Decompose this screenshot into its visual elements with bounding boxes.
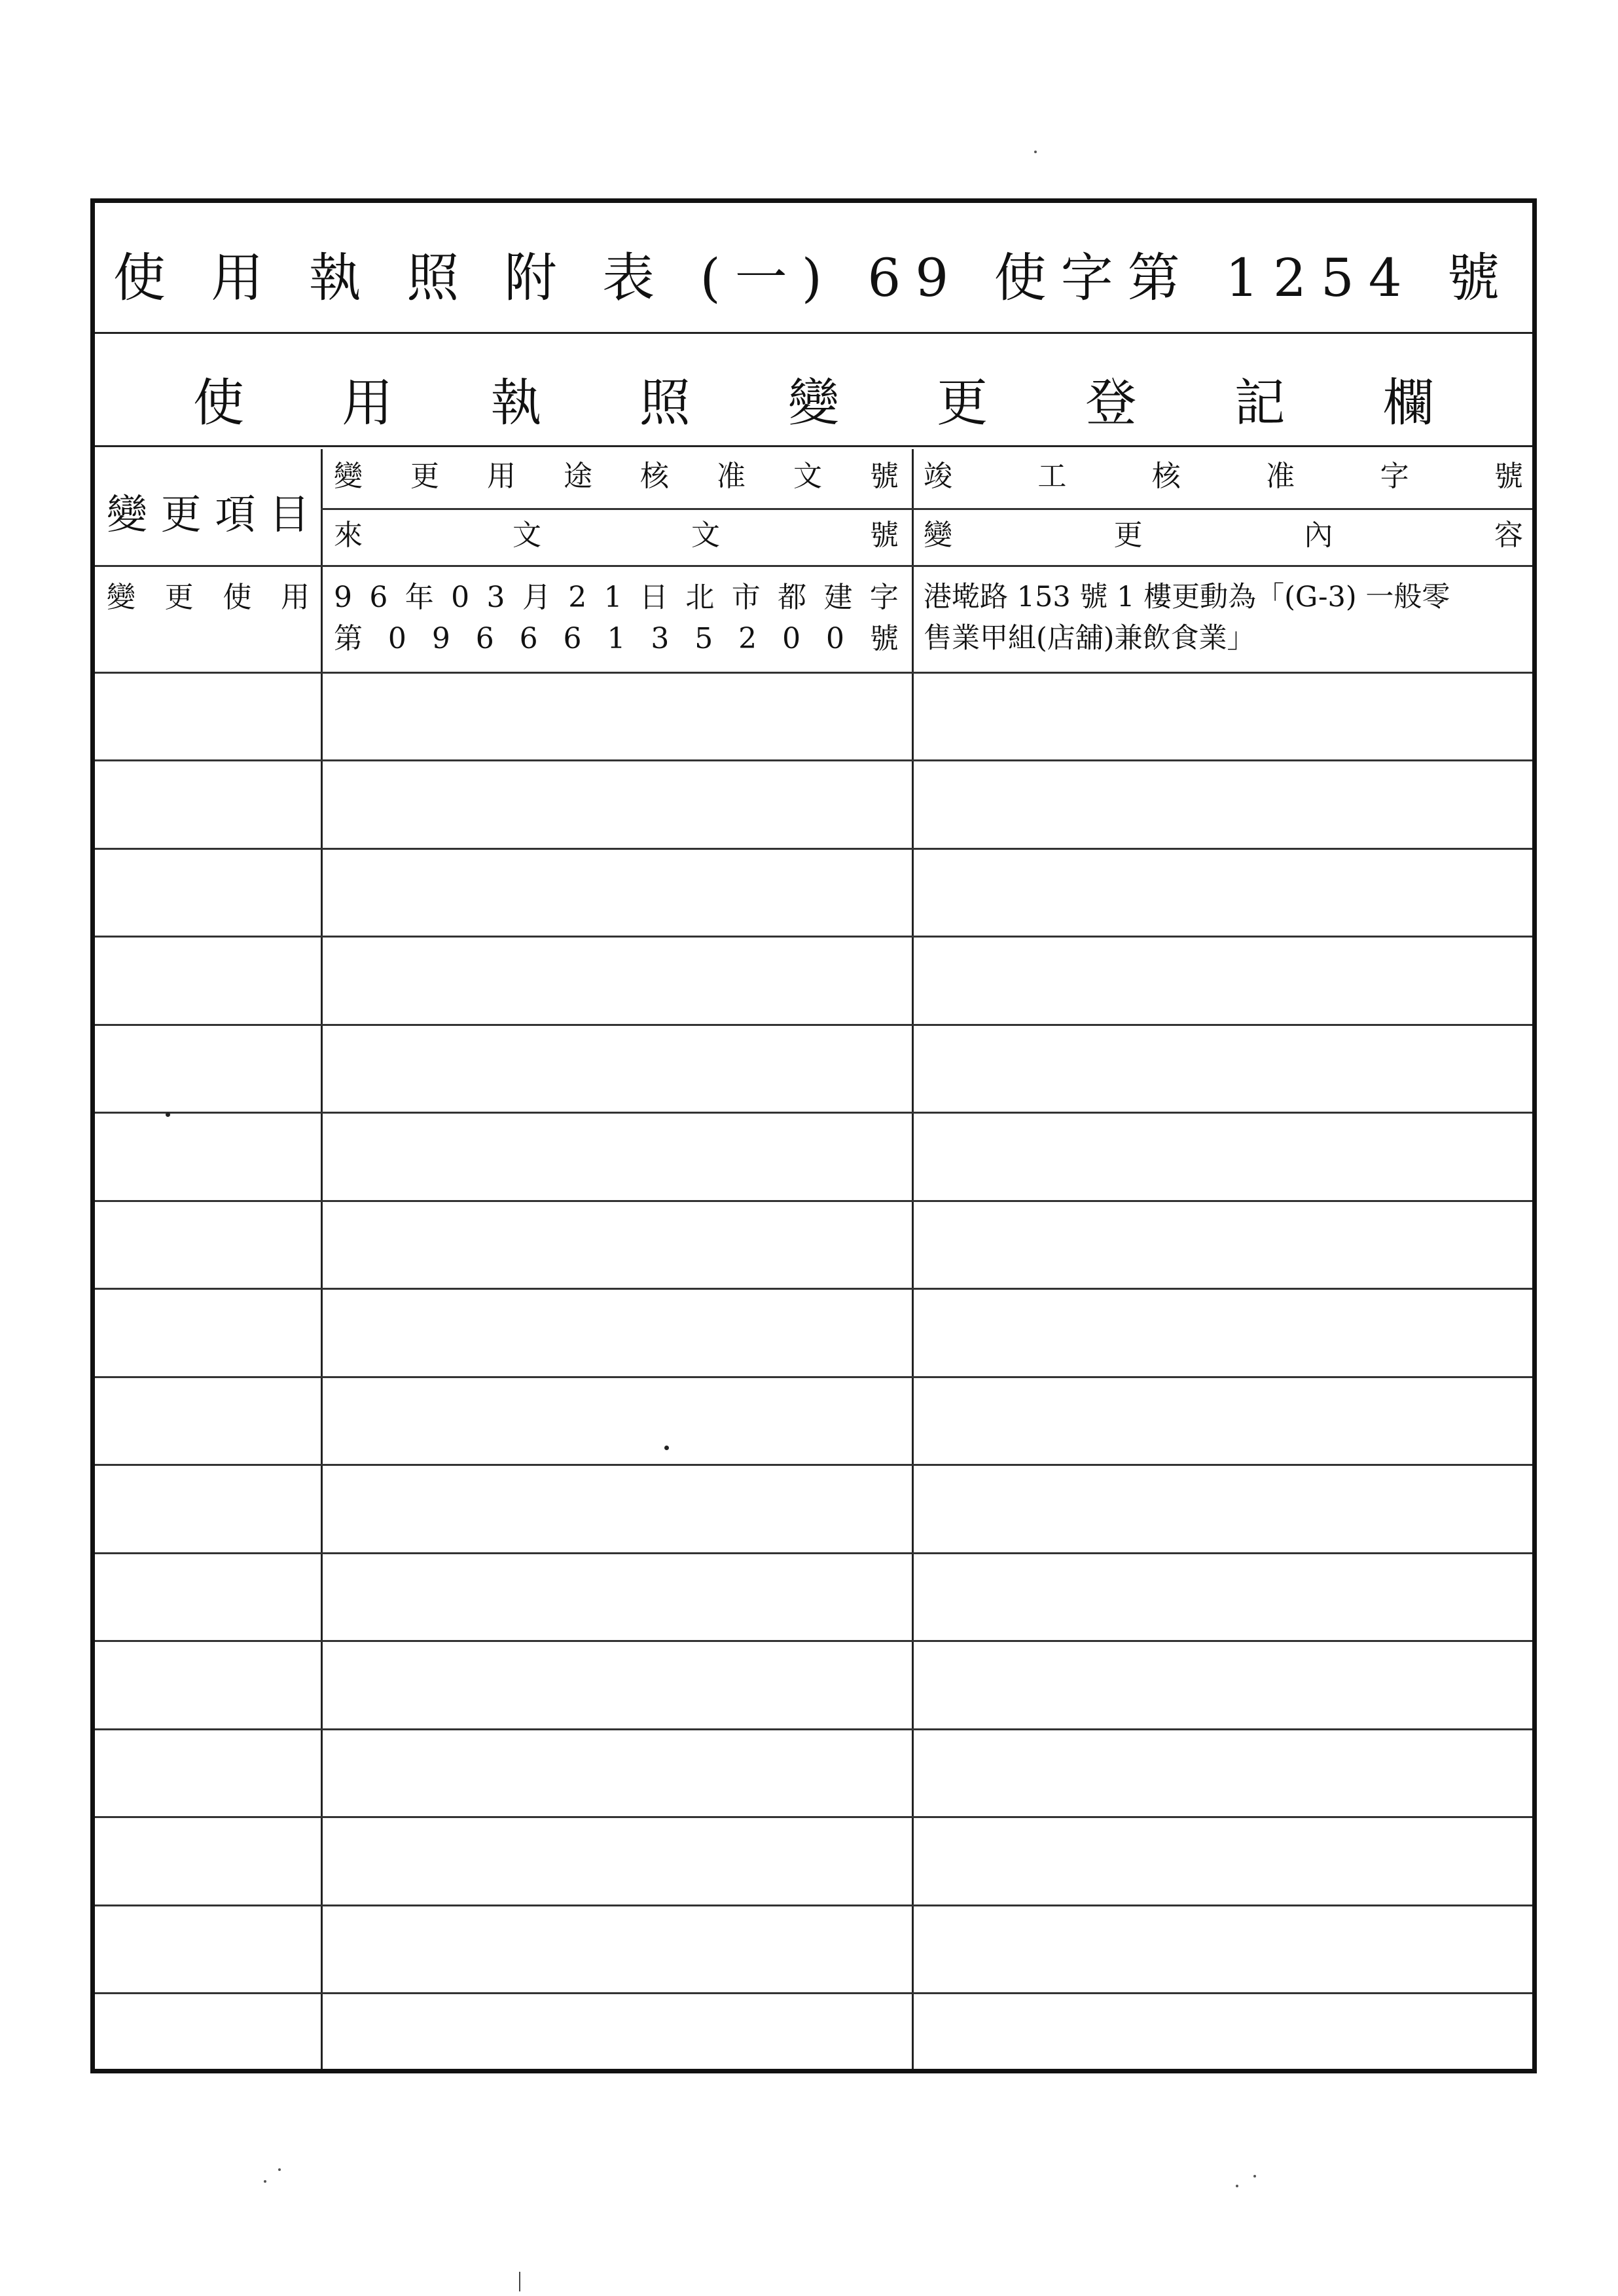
header-char: 核	[1151, 460, 1181, 493]
header-char: 更	[160, 490, 202, 538]
entry-char: 使	[223, 581, 252, 614]
header-char: 途	[564, 460, 592, 493]
entry-char: 0	[825, 622, 844, 655]
section-char: 照	[639, 374, 691, 433]
row-line	[95, 759, 1532, 761]
section-char: 執	[490, 374, 542, 433]
entry-char: 用	[280, 581, 310, 614]
section-title	[193, 362, 1434, 435]
entry-char: 9	[334, 581, 352, 614]
title-char: 用	[211, 247, 278, 308]
header-char: 目	[268, 490, 310, 538]
entry-char: 號	[869, 622, 899, 655]
title-char: 附	[504, 247, 571, 308]
column-divider	[912, 449, 914, 2069]
entry-char: 5	[694, 622, 713, 655]
header-char: 容	[1494, 519, 1523, 552]
title-char: 執	[308, 247, 376, 308]
entry-change-content-line2: 售業甲組(店舖)兼飲食業」	[924, 622, 1255, 655]
entry-char: 1	[607, 622, 626, 655]
scan-speck	[1236, 2185, 1238, 2187]
title-char: 使	[113, 247, 180, 308]
entry-char: 9	[431, 622, 450, 655]
entry-char: 變	[107, 581, 135, 614]
header-char: 號	[1494, 460, 1523, 493]
entry-char: 都	[778, 581, 807, 614]
row-line	[95, 1728, 1532, 1730]
entry-char: 0	[387, 622, 406, 655]
header-char: 文	[691, 519, 720, 552]
row-line	[95, 1376, 1532, 1378]
entry-char: 3	[486, 581, 505, 614]
entry-char: 北	[685, 581, 715, 614]
header-completion-number	[924, 462, 1523, 491]
header-change-item	[107, 482, 310, 540]
entry-char: 字	[869, 581, 899, 614]
entry-approval-number-line2	[334, 622, 899, 655]
header-char: 字	[1380, 460, 1409, 493]
header-char: 項	[215, 490, 256, 538]
header-char: 文	[512, 519, 541, 552]
header-char: 准	[717, 460, 746, 493]
change-register-table	[95, 449, 1532, 2069]
title-char: (一)	[700, 247, 836, 308]
row-line	[95, 1288, 1532, 1290]
header-char: 文	[793, 460, 822, 493]
row-line	[95, 1904, 1532, 1906]
entry-char: 年	[404, 581, 434, 614]
header-char: 號	[870, 519, 899, 552]
header-incoming-number	[334, 521, 899, 550]
entry-change-content-line1: 港墘路 153 號 1 樓更動為「(G-3) 一般零	[924, 581, 1450, 613]
section-char: 更	[937, 374, 988, 433]
license-number: 1254	[1225, 247, 1416, 308]
row-line	[95, 1112, 1532, 1114]
title-char: 照	[406, 247, 474, 308]
scan-speck	[1034, 151, 1037, 153]
entry-char: 2	[738, 622, 757, 655]
section-char: 欄	[1382, 374, 1434, 433]
section-char: 使	[193, 374, 245, 433]
section-char: 記	[1234, 374, 1285, 433]
entry-char: 3	[651, 622, 670, 655]
entry-char: 市	[731, 581, 761, 614]
row-line	[95, 1200, 1532, 1202]
header-char: 變	[107, 490, 148, 538]
usage-license-attachment-form	[90, 198, 1537, 2073]
header-char: 准	[1266, 460, 1295, 493]
title-char: 表	[602, 247, 670, 308]
scan-mark	[519, 2272, 520, 2291]
column-divider	[321, 449, 323, 2069]
entry-char: 2	[568, 581, 587, 614]
header-char: 變	[334, 460, 363, 493]
entry-char: 6	[519, 622, 538, 655]
scan-speck	[166, 1112, 170, 1117]
header-char: 更	[1113, 519, 1143, 552]
entry-char: 6	[369, 581, 388, 614]
header-char: 核	[640, 460, 669, 493]
entry-char: 建	[823, 581, 853, 614]
row-line	[95, 1640, 1532, 1642]
header-char: 號	[870, 460, 899, 493]
header-approval-number	[334, 462, 899, 491]
license-year: 69	[867, 247, 963, 308]
entry-char: 1	[603, 581, 622, 614]
entry-char: 月	[522, 581, 551, 614]
entry-char: 第	[334, 622, 363, 655]
row-line	[95, 936, 1532, 938]
entry-char: 0	[782, 622, 801, 655]
header-bottom-line	[95, 565, 1532, 567]
header-char: 用	[487, 460, 516, 493]
section-char: 用	[342, 374, 393, 433]
header-char: 變	[924, 519, 952, 552]
header-change-content	[924, 521, 1523, 550]
entry-char: 更	[164, 581, 194, 614]
header-char: 更	[410, 460, 439, 493]
form-title	[95, 236, 1532, 311]
entry-approval-number-line1	[334, 583, 899, 612]
row-line	[95, 1464, 1532, 1466]
title-char: 號	[1447, 247, 1515, 308]
entry-change-item	[107, 583, 310, 612]
entry-char: 6	[563, 622, 582, 655]
entry-char: 0	[451, 581, 470, 614]
row-line	[95, 1552, 1532, 1554]
scan-speck	[278, 2168, 281, 2171]
row-line	[95, 1816, 1532, 1818]
row-line	[95, 848, 1532, 850]
header-char: 內	[1304, 519, 1333, 552]
header-mid-line	[321, 508, 1532, 510]
title-char: 使字第	[994, 247, 1195, 308]
header-char: 竣	[924, 460, 952, 493]
scan-speck	[664, 1446, 669, 1450]
section-char: 登	[1085, 374, 1137, 433]
header-char: 來	[334, 519, 363, 552]
row-line	[95, 672, 1532, 674]
entry-char: 日	[639, 581, 668, 614]
section-heading-row	[95, 337, 1532, 447]
row-line	[95, 1024, 1532, 1026]
row-line	[95, 1992, 1532, 1994]
section-char: 變	[787, 374, 839, 433]
scan-speck	[264, 2180, 266, 2183]
entry-char: 6	[475, 622, 494, 655]
form-title-row	[95, 203, 1532, 334]
header-char: 工	[1037, 460, 1067, 493]
scan-speck	[1253, 2175, 1256, 2178]
